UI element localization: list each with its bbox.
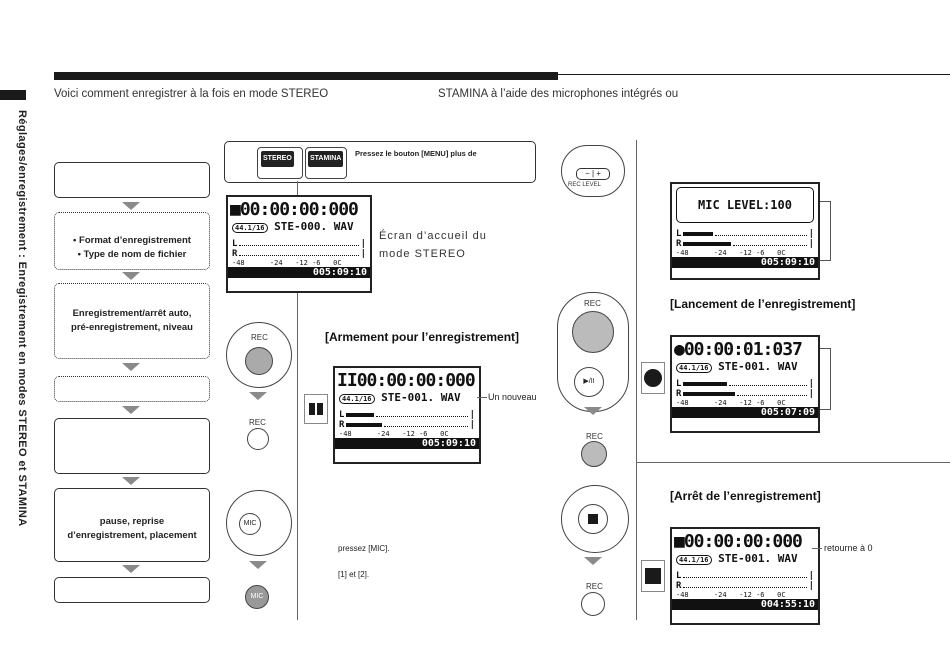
armed-heading: [Armement pour l’enregistrement] — [325, 330, 520, 344]
rec-led-label: REC — [586, 582, 603, 591]
rec-led-icon — [247, 428, 269, 450]
rec-led-icon — [581, 592, 605, 616]
flow-box-7 — [54, 577, 210, 603]
rec-led-icon — [581, 441, 607, 467]
callout-bracket — [820, 348, 831, 410]
play-pause-icon: ▶/II — [574, 367, 604, 397]
callout-line — [477, 397, 487, 398]
rec-button-illustration: REC — [226, 322, 292, 388]
flow-arrow — [122, 272, 140, 280]
armed-text-2: [1] et [2]. — [338, 570, 370, 579]
stereo-mode-icon: STEREO — [257, 147, 303, 179]
mode-select-box — [224, 141, 536, 183]
flow-arrow — [249, 561, 267, 569]
rec-play-illustration: REC ▶/II — [557, 292, 629, 412]
stamina-mode-icon: STAMINA — [305, 147, 347, 179]
flow-arrow — [122, 565, 140, 573]
record-dot-icon — [641, 362, 665, 394]
connector — [297, 181, 298, 195]
flow-arrow — [584, 557, 602, 565]
stop-button-illustration — [561, 485, 629, 553]
flow-box-5 — [54, 418, 210, 474]
intro-left: Voici comment enregistrer à la fois en mode STEREO — [54, 88, 329, 100]
flow-box-1 — [54, 162, 210, 198]
section-rule — [636, 462, 950, 463]
armed-text-1: pressez [MIC]. — [338, 544, 390, 553]
rec-level-illustration: − | + REC LEVEL — [561, 145, 625, 197]
reset-note: retourne à 0 — [824, 543, 873, 553]
mic-led-icon: MIC — [245, 585, 269, 609]
lcd-recording-screen: ●00:00:01:037 44.1/16 STE-001. WAV L | R | -48 -24 -12 -6 0C 005:07:09 — [670, 335, 820, 433]
recording-heading: [Lancement de l’enregistrement] — [670, 297, 856, 311]
rec-led-label: REC — [249, 418, 266, 427]
column-divider — [297, 290, 298, 620]
flow-arrow — [122, 406, 140, 414]
lcd-home-screen: ■00:00:00:000 44.1/16 STE-000. WAV L | R | -48 -24 -12 -6 0C 005:09:10 — [226, 195, 372, 293]
header-bar — [54, 72, 558, 80]
callout-bracket — [820, 201, 831, 261]
callout-line — [812, 548, 822, 549]
pause-icon — [304, 394, 328, 424]
flow-arrow — [122, 363, 140, 371]
column-divider-2 — [636, 140, 637, 620]
flow-arrow — [584, 407, 602, 415]
flow-box-3: Enregistrement/arrêt auto, pré-enregistrement, niveau — [54, 283, 210, 359]
flow-arrow — [122, 477, 140, 485]
lcd-stop-screen: ■00:00:00:000 44.1/16 STE-001. WAV L | R | -48 -24 -12 -6 0C 004:55:10 — [670, 527, 820, 625]
flow-arrow — [249, 392, 267, 400]
chapter-title: Réglages/enregistrement : Enregistrement en modes STEREO et STAMINA — [16, 110, 28, 527]
rec-icon — [245, 347, 273, 375]
new-file-note: Un nouveau — [488, 392, 537, 402]
lcd-mic-level-screen: MIC LEVEL:100 L | R | -48 -24 -12 -6 0C 005:09:10 — [670, 182, 820, 280]
stop-heading: [Arrêt de l’enregistrement] — [670, 489, 821, 503]
home-caption: Écran d’accueil du mode STEREO — [379, 230, 487, 260]
lcd-armed-screen: II00:00:00:000 44.1/16 STE-001. WAV L | R | -48 -24 -12 -6 0C 005:09:10 — [333, 366, 481, 464]
rec-led-label: REC — [586, 432, 603, 441]
flow-box-6: pause, reprise d’enregistrement, placement — [54, 488, 210, 562]
side-tab — [0, 90, 26, 100]
flow-box-4 — [54, 376, 210, 402]
mic-button-illustration: MIC — [226, 490, 292, 556]
flow-arrow — [122, 202, 140, 210]
intro-right: STAMINA à l’aide des microphones intégrés ou — [438, 88, 679, 100]
stop-square-icon — [641, 560, 665, 592]
flow-box-2: • Format d’enregistrement • Type de nom de fichier — [54, 212, 210, 270]
rec-icon — [572, 311, 614, 353]
mode-box-text: Pressez le bouton [MENU] plus de — [355, 149, 477, 158]
